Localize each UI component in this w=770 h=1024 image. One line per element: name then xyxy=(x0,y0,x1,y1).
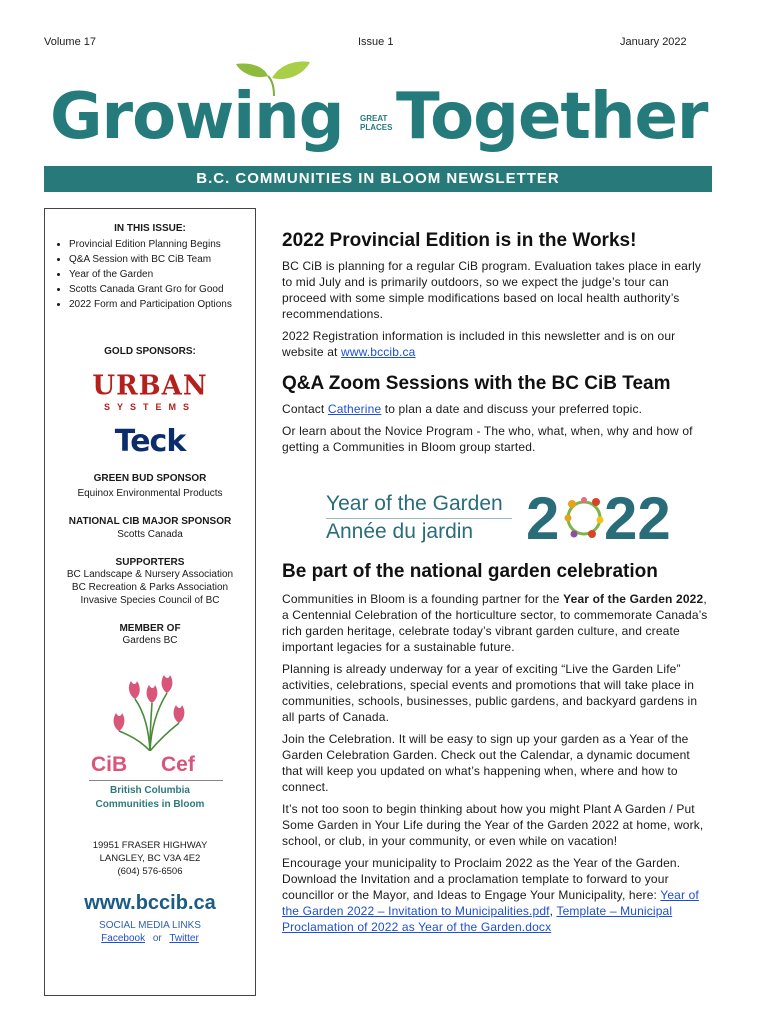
title-together: Together xyxy=(396,80,708,154)
bccib-link[interactable]: www.bccib.ca xyxy=(341,345,416,359)
newsletter-banner: B.C. COMMUNITIES IN BLOOM NEWSLETTER xyxy=(44,166,712,192)
tulip-icon xyxy=(105,673,195,751)
issue-item: • Year of the Garden xyxy=(69,267,255,282)
section-title: 2022 Provincial Edition is in the Works! xyxy=(282,230,637,251)
yog-line1: Year of the Garden xyxy=(326,492,503,515)
major-sponsor-heading: NATIONAL CIB MAJOR SPONSOR xyxy=(68,516,232,527)
section-title: Q&A Zoom Sessions with the BC CiB Team xyxy=(282,373,671,394)
paragraph xyxy=(282,328,712,360)
address-line1: 19951 FRASER HIGHWAY xyxy=(92,840,208,851)
section-qa-zoom xyxy=(282,373,712,455)
issue-item: • 2022 Form and Participation Options xyxy=(69,297,255,312)
paragraph-text: Contact xyxy=(282,402,328,416)
paragraph: BC CiB is planning for a regular CiB program. Evaluation takes place in early to mid July and is primarily outdoors, so we expect the judge’s tour can proceed with some simple modifications based on local health authority’s recommendations. xyxy=(282,259,702,321)
invitation-link[interactable]: Year of the Garden 2022 – Invitation to Municipalities.pdf xyxy=(282,888,699,918)
paragraph-text: Encourage your municipality to Proclaim 2022 as the Year of the Garden. Download the Invitation and a proclamation template to forward to your councillor or the Mayor, and Ideas to Engage Your Municipality, here: xyxy=(282,856,681,902)
website-link[interactable]: www.bccib.ca xyxy=(84,892,216,914)
paragraph-text: 2022 Registration information is included in this newsletter and is on our website at xyxy=(282,329,676,359)
or-text: or xyxy=(152,933,162,944)
title-growing: Growing xyxy=(50,80,344,154)
proclamation-template-link[interactable]: Template – Municipal Proclamation of 2022 as Year of the Garden.docx xyxy=(282,904,673,934)
issue-item: • Scotts Canada Grant Gro for Good xyxy=(69,282,255,297)
paragraph xyxy=(282,855,712,935)
twitter-link[interactable]: Twitter xyxy=(169,933,199,944)
member-of-heading: MEMBER OF xyxy=(119,623,181,634)
date-label: January 2022 xyxy=(620,36,687,48)
cib-logo-right: Cef xyxy=(161,753,195,776)
urban-logo-subword: SYSTEMS xyxy=(103,402,196,412)
issue-item: • Q&A Session with BC CiB Team xyxy=(69,252,255,267)
paragraph-text: , a Centennial Celebration of the horticulture sector, to commemorate Canada’s rich garden heritage, celebrate today’s vibrant garden culture, and create important legacies for a sustainable future. xyxy=(282,592,708,654)
issue-item: • Provincial Edition Planning Begins xyxy=(69,237,255,252)
paragraph: Or learn about the Novice Program - The who, what, when, why and how of getting a Communities in Bloom group started. xyxy=(282,424,693,454)
paragraph: It’s not too soon to begin thinking about how you might Plant A Garden / Put Some Garden in Your Life during the Year of the Garden 2022 at home, work, school, or club, in your community, or even while on vacation! xyxy=(282,802,704,848)
tagline xyxy=(360,114,392,132)
phone: (604) 576-6506 xyxy=(117,866,183,877)
member-of-name: Gardens BC xyxy=(122,635,178,646)
paragraph-bold: Year of the Garden 2022 xyxy=(563,592,704,606)
paragraph-text: Communities in Bloom is a founding partner for the xyxy=(282,592,564,606)
section-title: Be part of the national garden celebration xyxy=(282,561,658,582)
gold-sponsors-heading: GOLD SPONSORS: xyxy=(104,346,196,357)
green-bud-name: Equinox Environmental Products xyxy=(77,488,223,499)
cib-logo-line2: Communities in Bloom xyxy=(95,799,205,810)
cib-logo xyxy=(45,673,255,823)
cib-logo-divider xyxy=(89,780,223,781)
year-of-garden-logo xyxy=(326,485,671,552)
in-this-issue-heading: IN THIS ISSUE: xyxy=(114,223,186,234)
paragraph: Join the Celebration. It will be easy to sign up your garden as a Year of the Garden Celebration Garden. Check out the Calendar, a dynamic document that will keep you updated on what’s happening when, where and how to connect. xyxy=(282,732,690,794)
green-bud-heading: GREEN BUD SPONSOR xyxy=(93,473,207,484)
paragraph-text: to plan a date and discuss your preferred topic. xyxy=(381,402,643,416)
address-line2: LANGLEY, BC V3A 4E2 xyxy=(99,853,201,864)
catherine-link[interactable]: Catherine xyxy=(327,402,382,416)
sidebar xyxy=(44,208,256,996)
section-national-garden xyxy=(282,561,712,935)
paragraph: Planning is already underway for a year of exciting “Live the Garden Life” activities, celebrations, special events and promotions that will take place in communities, schools, businesses, public gardens, and backyard gardens in all parts of Canada. xyxy=(282,662,698,724)
supporter: BC Recreation & Parks Association xyxy=(71,582,229,593)
yog-year-22: 22 xyxy=(604,485,671,552)
facebook-link[interactable]: Facebook xyxy=(101,933,146,944)
yog-line2: Année du jardin xyxy=(326,520,474,543)
cib-logo-line1: British Columbia xyxy=(109,785,190,796)
social-heading: SOCIAL MEDIA LINKS xyxy=(99,920,201,931)
yog-divider xyxy=(326,518,512,519)
section-provincial-edition xyxy=(282,230,712,360)
tagline-line1: GREAT xyxy=(360,114,388,123)
urban-logo-word: URBAN xyxy=(92,370,208,402)
paragraph xyxy=(282,591,712,655)
tagline-line2: PLACES xyxy=(360,123,393,132)
masthead xyxy=(44,58,712,192)
flower-wreath-icon xyxy=(562,490,606,546)
major-sponsor-name: Scotts Canada xyxy=(117,529,183,540)
social-links xyxy=(45,932,255,945)
paragraph xyxy=(282,401,712,417)
urban-systems-logo xyxy=(45,370,255,412)
yog-year-2: 2 xyxy=(526,485,560,552)
supporter: Invasive Species Council of BC xyxy=(80,595,220,606)
volume-label: Volume 17 xyxy=(44,36,96,48)
supporters-heading: SUPPORTERS xyxy=(115,557,185,568)
cib-logo-left: CiB xyxy=(91,753,128,776)
issue-label: Issue 1 xyxy=(358,36,394,48)
issue-list xyxy=(45,237,255,312)
paragraph-text: , xyxy=(549,904,557,918)
teck-logo: Teck xyxy=(114,424,186,459)
supporter: BC Landscape & Nursery Association xyxy=(66,569,234,580)
